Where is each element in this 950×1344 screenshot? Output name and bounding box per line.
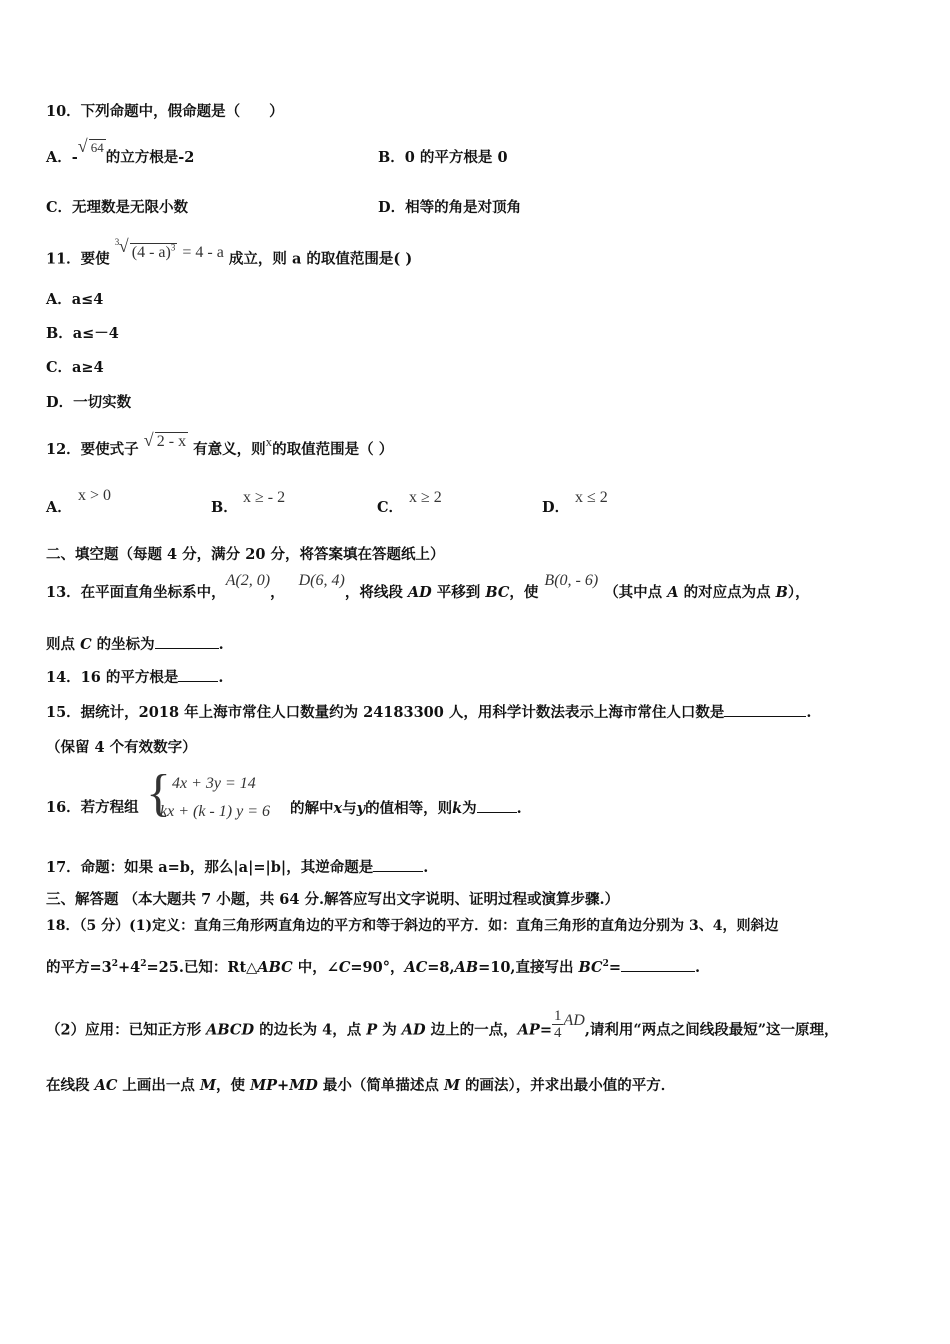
q18-line3	[46, 1008, 839, 1047]
equation-rhs: = 4 - a	[182, 244, 224, 262]
q18-line2	[46, 954, 700, 978]
text: =10,直接写出	[478, 958, 579, 976]
answer-blank[interactable]	[477, 798, 517, 813]
square-abcd: ABCD	[206, 1021, 255, 1039]
text: ,请利用“两点之间线段最短”这一原理，	[584, 1021, 839, 1039]
q12-middle: 有意义，则	[193, 441, 266, 458]
segment-ad: AD	[407, 584, 432, 601]
var-p: P	[366, 1021, 378, 1039]
text: =25.已知：Rt△	[146, 958, 258, 976]
var-k: k	[452, 800, 463, 817]
var-m: M	[199, 1077, 217, 1094]
q16-prefix: 16．若方程组	[46, 799, 139, 816]
q13-prefix: 13．在平面直角坐标系中，	[46, 584, 226, 601]
text: 的边长为 4，点	[254, 1021, 367, 1039]
text: 为	[377, 1021, 402, 1039]
numerator: 1	[553, 1008, 562, 1024]
separator: ，	[270, 584, 285, 601]
q12-option-d-math: x ≤ 2	[575, 489, 608, 506]
var-ac: AC	[404, 958, 428, 976]
sqrt-expression: √ 64	[77, 136, 104, 156]
q12-option-d-label: D．	[542, 499, 570, 516]
text: 平移到	[431, 584, 486, 601]
q10-option-b: B．0 的平方根是 0	[378, 149, 508, 166]
q12-prefix: 12．要使式子	[46, 441, 139, 458]
q12-option-a-math: x > 0	[78, 487, 112, 504]
var-x: x	[333, 800, 343, 817]
point-b: B(0, - 6)	[544, 572, 599, 589]
q15-stem	[46, 702, 811, 723]
equation-1: 4x + 3y = 14	[172, 775, 256, 792]
text: .	[218, 669, 224, 686]
section-2-title: 二、填空题（每题 4 分，满分 20 分，将答案填在答题纸上）	[46, 546, 445, 563]
q12-stem	[46, 430, 394, 460]
text: ，使	[216, 1077, 251, 1094]
radicand: 64	[90, 140, 104, 155]
denominator: 4	[553, 1025, 562, 1041]
q12-option-c-label: C．	[377, 499, 404, 516]
variable-x: x	[265, 434, 273, 449]
text: （其中点	[604, 584, 668, 601]
q11-prefix: 11．要使	[46, 250, 110, 268]
brace: {	[146, 765, 171, 822]
text: 在线段	[46, 1077, 95, 1094]
text: .	[695, 958, 701, 976]
var-ab: AB	[454, 958, 479, 976]
text: （2）应用：已知正方形	[46, 1021, 207, 1039]
q12-option-b-math: x ≥ - 2	[243, 489, 286, 506]
q17-stem	[46, 857, 428, 878]
triangle-abc: ABC	[257, 958, 293, 976]
text: 的解中	[290, 800, 334, 817]
answer-blank[interactable]	[621, 957, 695, 972]
text: 的坐标为	[91, 636, 155, 653]
point-d: D(6, 4)	[298, 572, 345, 589]
q16-rest	[290, 798, 522, 819]
answer-blank[interactable]	[724, 702, 806, 717]
var-b: B	[775, 584, 788, 601]
text: 则点	[46, 636, 81, 653]
q13-stem	[46, 572, 810, 603]
superscript: 2	[602, 959, 609, 969]
text: 上画出一点	[117, 1077, 200, 1094]
var-m: M	[443, 1077, 460, 1094]
radicand: 2 - x	[156, 433, 187, 450]
q10-a-suffix: 的立方根是-2	[105, 149, 195, 166]
var-ad: AD	[563, 1011, 585, 1029]
text: .	[423, 859, 429, 876]
text: 的值相等，则	[365, 800, 453, 817]
exponent: 3	[170, 243, 176, 253]
var-y: y	[356, 800, 366, 817]
text: 的平方=3	[46, 958, 112, 976]
text: 最小（简单描述点	[317, 1077, 444, 1094]
q11-suffix: 成立，则 a 的取值范围是( )	[228, 250, 413, 268]
text: 的画法），并求出最小值的平方．	[460, 1077, 676, 1094]
q15-note: （保留 4 个有效数字）	[46, 739, 197, 756]
text: ，将线段	[344, 584, 408, 601]
q18-line4	[46, 1076, 675, 1096]
var-a: A	[667, 584, 679, 601]
var-ap: AP	[517, 1021, 540, 1039]
cube-root-expression: 3 √ (4 - a)$^3$	[119, 238, 178, 263]
q10-option-d: D．相等的角是对顶角	[378, 199, 522, 216]
q18-line1: 18．（5 分）(1)定义：直角三角形两直角边的平方和等于斜边的平方．如：直角三角形的直角边分别为 3、4，则斜边	[46, 918, 779, 934]
text: =90°，	[350, 958, 405, 976]
radicand: (4 - a)	[131, 244, 171, 262]
text: 边上的一点，	[425, 1021, 518, 1039]
text: 的对应点为点	[678, 584, 776, 601]
q10-stem: 10．下列命题中，假命题是（ ）	[46, 103, 284, 120]
q12-option-a-label: A．	[46, 499, 72, 516]
text: 15．据统计，2018 年上海市常住人口数量约为 24183300 人，用科学计数法表示上海市常住人口数是	[46, 704, 725, 721]
text: ），	[787, 584, 810, 601]
text: .	[218, 636, 224, 653]
answer-blank[interactable]	[155, 634, 219, 649]
q11-option-d: D．一切实数	[46, 394, 132, 411]
q14-stem	[46, 667, 223, 688]
q10-option-c: C．无理数是无限小数	[46, 199, 189, 216]
text: =	[539, 1021, 552, 1039]
segment-bc: BC	[485, 584, 510, 601]
var-bc: BC	[578, 958, 603, 976]
q11-option-c: C．a≥4	[46, 359, 104, 376]
answer-blank[interactable]	[373, 857, 423, 872]
q10-option-a	[46, 136, 195, 168]
var-ad: AD	[401, 1021, 426, 1039]
q13-line2	[46, 634, 224, 655]
text: 14．16 的平方根是	[46, 669, 179, 686]
text: 中，∠	[292, 958, 339, 976]
equation-2: kx + (k - 1) y = 6	[160, 803, 270, 820]
text: 为	[462, 800, 477, 817]
sqrt-expression: √ 2 - x	[143, 430, 187, 450]
text: +4	[118, 958, 141, 976]
var-c: C	[80, 636, 92, 653]
answer-blank[interactable]	[178, 667, 218, 682]
q11-stem	[46, 236, 413, 269]
text: 17．命题：如果 a=b，那么|a|=|b|，其逆命题是	[46, 859, 374, 876]
q12-option-b-label: B．	[211, 499, 238, 516]
var-ac: AC	[94, 1077, 118, 1094]
q12-option-c-math: x ≥ 2	[409, 489, 442, 506]
var-c: C	[338, 958, 351, 976]
point-a: A(2, 0)	[225, 572, 271, 589]
section-3-title: 三、解答题 （本大题共 7 小题，共 64 分.解答应写出文字说明、证明过程或演算步骤.）	[46, 891, 620, 908]
expr-mp-md: MP+MD	[250, 1077, 318, 1094]
fraction	[552, 1008, 564, 1041]
text: .	[806, 704, 812, 721]
superscript: 2	[111, 959, 119, 969]
q10-a-prefix: A．-	[46, 149, 78, 166]
superscript: 2	[140, 959, 147, 969]
q11-option-a: A．a≤4	[46, 291, 104, 308]
text: 与	[342, 800, 357, 817]
q11-option-b: B．a≤－4	[46, 325, 119, 342]
root-index: 3	[114, 237, 120, 247]
text: ，使	[509, 584, 539, 601]
text: =	[608, 958, 622, 976]
text: =8,	[427, 958, 455, 976]
q12-suffix: 的取值范围是（ ）	[272, 441, 394, 458]
text: .	[516, 800, 522, 817]
